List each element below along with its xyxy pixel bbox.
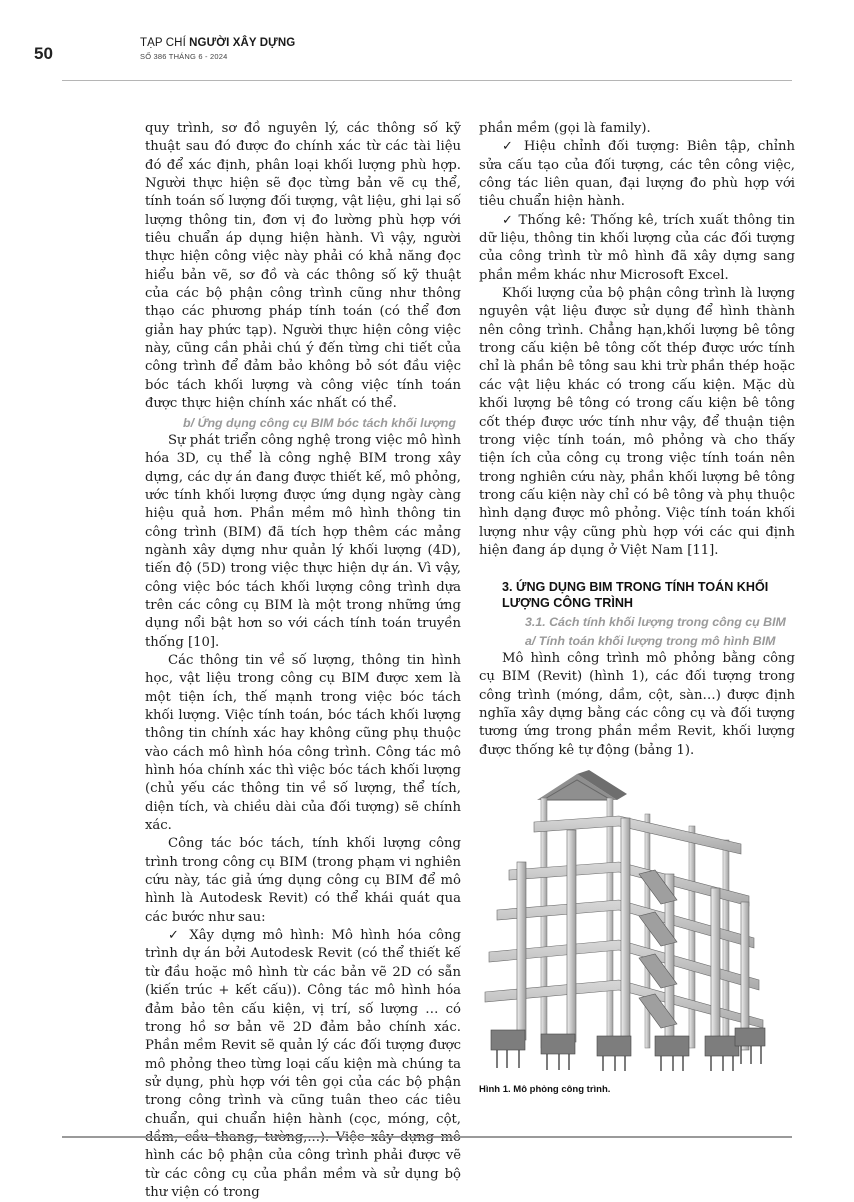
left-paragraph-4: Công tác bóc tách, tính khối lượng công trình trong công cụ BIM (trong phạm vi nghiên cứu này, tác giả ứng dụng công cụ BIM để mô hình là Autodesk Revit) có thể khái quát qua các bước như sau: <box>145 836 461 925</box>
right-paragraph-1: phần mềm (gọi là family). <box>479 121 651 136</box>
right-paragraph-5: Mô hình công trình mô phỏng bằng công cụ BIM (Revit) (hình 1), các đối tượng trong công trình (móng, dầm, cột, sàn…) được định nghĩa xây dựng bằng các công cụ và đối tượng tương ứng trong phần mềm Revit, khối lượng được thống kê tự động (bảng 1). <box>479 650 795 758</box>
left-paragraph-5: ✓ Xây dựng mô hình: Mô hình hóa công trình dự án bởi Autodesk Revit (có thể thiết kế từ đầu hoặc mô hình từ các bản vẽ 2D có sẵn (kiến trúc + kết cấu)). Công tác mô hình hóa đảm bảo tên cấu kiện, vị trí, số lượng … có trong hồ sơ bản vẽ 2D đảm bảo chính xác. Phần mềm Revit sẽ quản lý các đối tượng được mô phỏng theo từng loại cấu kiện mà chúng ta sử dụng, phù hợp với tên gọi của các bộ phận trong công trình và cũng tuân theo các tiêu chuẩn, qui chuẩn hiện hành (cọc, móng, cột, hình các bộ phận của công trình phải được vẽ từ các công cụ của phần mềm và sử dụng bộ thư viện có trong <box>145 928 461 1200</box>
figure-1 <box>479 770 795 1072</box>
header-rule <box>62 80 792 81</box>
building-model-image <box>479 770 769 1072</box>
journal-title <box>140 37 295 49</box>
right-column <box>479 120 795 1095</box>
journal-prefix: TẠP CHÍ <box>140 37 186 49</box>
page-number: 50 <box>34 44 53 63</box>
figure-caption: Hình 1. Mô phỏng công trình. <box>479 1084 611 1095</box>
left-paragraph-1: quy trình, sơ đồ nguyên lý, các thông số kỹ thuật sau đó được đo chính xác từ các tài liệu đó để xác định, phân loại khối lượng phù hợp. Người thực hiện sẽ đọc từng bản vẽ cụ thể, tính toán số lượng đối tượng, vật liệu, ghi lại số lượng thông tin, đơn vị đo lường phù hợp với tiêu chuẩn áp dụng hiện hành. Vì vậy, người thực hiện công việc này phải có khả năng đọc hiểu bản vẽ, sơ đồ và các thông số kỹ thuật của các bộ phận công trình cũng như thông thạo các phương pháp tính toán (có thể đơn giản hay phức tạp). Người thực hiện công việc này, cũng cần phải chú ý đến từng chi tiết của công trình để đảm bảo không bỏ sót đầu việc bóc tách khối lượng và công việc tính toán được thực hiện chính xác nhất có thể. <box>145 121 461 412</box>
right-paragraph-2: ✓ Hiệu chỉnh đối tượng: Biên tập, chỉnh sửa cấu tạo của đối tượng, các tên công việc, công tác liên quan, đại lượng đo phù hợp với tiêu chuẩn hiện hành. <box>479 139 795 210</box>
subheading-a: a/ Tính toán khối lượng trong mô hình BIM <box>525 633 776 648</box>
subheading-3-1: 3.1. Cách tính khối lượng trong công cụ BIM <box>525 615 786 630</box>
issue-line: SỐ 386 THÁNG 6 - 2024 <box>140 52 228 61</box>
left-paragraph-2: Sự phát triển công nghệ trong việc mô hình hóa 3D, cụ thể là công nghệ BIM trong xây dựng, các dự án đang được thiết kế, mô phỏng, ước tính khối lượng được ứng dụng ngày càng hiệu quả hơn. Phần mềm mô hình thông tin công trình (BIM) đã tích hợp thêm các mảng ngành xây dựng như quản lý khối lượng (4D), tiến độ (5D) trong việc thực hiện dự án. Vì vậy, công việc bóc tách khối lượng công trình dựa trên các công cụ BIM là một trong những ứng dụng nổi bật hơn so với cách tính toán truyền thống [10]. <box>145 432 461 650</box>
subheading-b: b/ Ứng dụng công cụ BIM bóc tách khối lượng <box>183 415 456 430</box>
section-heading: 3. ỨNG DỤNG BIM TRONG TÍNH TOÁN KHỐI LƯỢNG CÔNG TRÌNH <box>502 580 769 610</box>
right-paragraph-3: ✓ Thống kê: Thống kê, trích xuất thông tin dữ liệu, thông tin khối lượng của các đối tượng của công trình từ mô hình đã xây dựng sang phần mềm khác như Microsoft Excel. <box>479 212 795 283</box>
footer-rule <box>62 1136 792 1138</box>
left-column <box>145 120 461 1202</box>
journal-name: NGƯỜI XÂY DỰNG <box>189 37 296 49</box>
masthead <box>140 37 295 61</box>
right-paragraph-4: Khối lượng của bộ phận công trình là lượng nguyên vật liệu được sử dụng để hình thành nên công trình. Chẳng hạn,khối lượng bê tông trong cấu kiện bê tông cốt thép được ước tính chỉ là phần bê tông sau khi trừ phần thép hoặc các vật liệu khác có trong cấu kiện. Mặc dù khối lượng bê tông có trong cấu kiện bê tông cốt thép được ước tính như vậy, để thuận tiện trong việc tính toán, mô phỏng và cho thấy tiện ích của công cụ trong việc tính toán nên trong nghiên cứu này, phần khối lượng bê tông trong cấu kiện này chỉ có bê tông và phụ thuộc hình dạng được mô phỏng. Việc tính toán khối lượng như vậy cũng phù hợp với các qui định hiện đang áp dụng ở Việt Nam [11]. <box>479 286 795 558</box>
left-paragraph-3: Các thông tin về số lượng, thông tin hình học, vật liệu trong công cụ BIM được xem là một tiện ích, thế mạnh trong việc bóc tách khối lượng. Việc tính toán, bóc tách khối lượng thông tin chính xác hay không cũng phụ thuộc vào cách mô hình hóa công trình. Công tác mô hình hóa chính xác thì việc bóc tách khối lượng (chủ yếu các thông tin về số lượng, thể tích, diện tích, và chiều dài của đối tượng) sẽ chính xác. <box>145 652 461 834</box>
